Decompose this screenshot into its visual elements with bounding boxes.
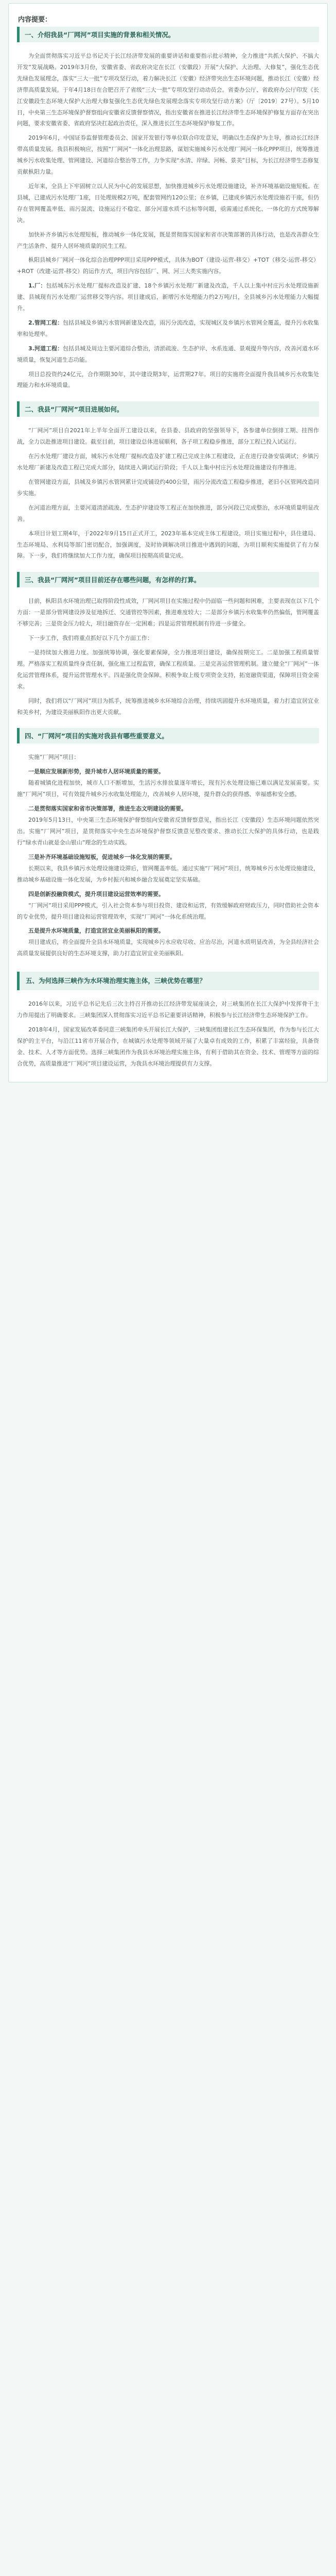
section-4-title: 四、“厂网河”项目的实施对我县有哪些重要意义。 — [25, 732, 168, 740]
summary-heading: 内容提要： — [18, 16, 52, 24]
section-4-point-heading: 四是创新投融资模式，提升项目建设运营效率的需要。 — [28, 890, 164, 897]
section-1-item-label: 2.管网工程： — [28, 319, 63, 326]
section-1-title: 一、介绍我县“厂网河”项目实施的背景和相关情况。 — [25, 31, 175, 39]
section-2-paragraph: “厂网河”项目自2021年上半年全面开工建设以来，在县委、县政府的坚强领导下，各参建单位倒排工期、挂图作战，全力以赴推进项目建设。截至目前，项目建设总体进展顺利，各子项工程稳步推进，部分工程已投入试运行。 — [17, 427, 319, 446]
section-1-paragraph: 枞阳县城乡厂网河一体化综合治理PPP项目采用PPP模式，具体为BOT（建设-运营-移交）+TOT（移交-运营-移交）+ROT（改建-运营-移交）的运作方式，项目内容包括厂、网、河三大类实施内容。 — [17, 257, 319, 275]
section-4-title-bar — [17, 728, 319, 743]
summary-box — [8, 3, 328, 1082]
section-2-paragraph: 在管网建设方面，县城及乡镇污水管网累计完成铺设约400公里，雨污分流改造工程稳步推进，老旧小区管网改造同步实施。 — [17, 479, 319, 497]
section-2-title: 二、我县“厂网河”项目进展如何。 — [25, 405, 123, 414]
section-1-item-text: 包括城东污水处理厂提标改造及扩建、18个乡镇污水处理厂新建及改造，千人以上集中村庄污水处理设施新建、县城现有污水处理厂运营移交等内容。项目建成后，新增污水处理能力约2万吨/日，全县城乡污水处理能力大幅提升。 — [17, 282, 319, 312]
section-1-paragraph: 为全面贯彻落实习近平总书记关于长江经济带发展的重要讲话和重要指示批示精神，全力推进“共抓大保护、不搞大开发”发展战略。2019年3月份，安徽省委、省政府决定在长江（安徽段）开展“大保护、大治理、大修复”，强化生态优先绿色发展理念，落实“三大一批”专项攻坚行动，着力解决长江（安徽）经济带突出生态环境问题，推动长江（安徽）经济带高质量发展。于年4月18日在合肥召开了省级“三大一批”专项攻坚行动动员会。省委办公厅、省政府办公厅印发《长江安徽段生态环境大保护大治理大修复强化生态优先绿色发展理念落实专项攻坚行动方案》（厅〔2019〕27号）。5月10日，中央第三生态环境保护督察组向安徽省反馈督察情况，指出安徽省在推进长江经济带生态环境保护修复方面存在突出问题，要求安徽省委、省政府坚决扛起政治责任，深入推进长江生态环境保护修复工作。 — [17, 53, 319, 127]
section-5-paragraph: 2018年4月，国家发展改革委同意三峡集团牵头开展长江大保护，三峡集团组建长江生态环保集团，作为参与长江大保护的主平台，与沿江11省市开展合作，在城镇污水处理等领域开展了大量卓有成效的工作，积累了丰富经验，具备资金、技术、人才等方面优势。选择三峡集团作为我县水环境治理实施主体，有利于借助其在资金、技术、管理等方面的综合优势，高质量推进“厂网河”项目建设运营，为我县水环境治理提供有力支撑。 — [17, 1026, 319, 1067]
section-4-point-text: 项目建成后，将全面提升全县水环境质量，实现城乡污水应收尽收、应治尽治，河道水质明显改善，为全县经济社会高质量发展提供良好的生态环境支撑，助力打造宜居宜业美丽枞阳。 — [17, 939, 319, 957]
section-4-point-text: “厂网河”项目采用PPP模式，引入社会资本参与项目投资、建设和运营，有效缓解政府财政压力，同时借助社会资本的专业优势，提升项目建设和运营管理效率，实现“厂网河”一体化系统治理。 — [17, 902, 319, 920]
section-3-paragraph: 一是持续加大推进力度。加强统筹协调，强化要素保障，全力推进项目建设，确保按期完工。二是加强工程质量管理。严格落实工程质量终身责任制，强化施工过程监管，确保工程质量。三是完善运营管理机制。建立健全“厂网河”一体化运营管理体系，提升运营管理水平。四是强化资金保障。积极争取上级专项资金支持，拓宽融资渠道，保障项目资金需求。 — [17, 649, 319, 690]
section-4-point-heading: 五是提升水环境质量，打造宜居宜业美丽枞阳的需要。 — [28, 927, 164, 935]
section-4-point-heading: 三是补齐环境基础设施短板，促进城乡一体化发展的需要。 — [28, 853, 175, 860]
section-3-title: 三、我县“厂网河”项目目前还存在哪些问题，有怎样的打算。 — [25, 576, 201, 584]
section-3-title-bar — [17, 572, 319, 587]
section-1-item-text: 包括县城及周边主要河道综合整治，清淤疏浚、生态护岸、水系连通、景观提升等内容，改善河道水环境质量，恢复河道生态功能。 — [17, 345, 319, 363]
section-1-closing: 项目总投资约24亿元，合作期限30年，其中建设期3年，运营期27年。项目的实施将全面提升我县城乡污水收集处理能力和水环境质量。 — [17, 370, 319, 389]
section-5-title-bar — [17, 972, 319, 990]
section-4-point-heading: 一是顺应发展新形势，提升城市人居环境质量的需要。 — [28, 768, 164, 775]
section-1-title-bar — [17, 27, 319, 42]
section-1-paragraph: 2019年6月，中国证券监督管理委员会、国家开发银行等单位联合印发意见，明确以生态保护为主导，推动长江经济带高质量发展。我县积极响应，按照“厂网河”一体化治理思路，谋划实施城乡污水处理厂网河一体化PPP项目，统筹推进城乡污水收集处理、管网建设、河道综合整治等工作，力争实现“水清、岸绿、河畅、景美”目标，为长江经济带生态修复贡献枞阳力量。 — [17, 134, 319, 176]
section-2-paragraph: 在污水处理厂建设方面，城东污水处理厂提标改造及扩建工程已完成主体工程建设，正在进行设备安装调试；乡镇污水处理厂新建及改造工程已完成大部分，陆续进入调试运行阶段；千人以上集中村庄污水处理设施建设有序推进。 — [17, 453, 319, 471]
section-1-item-label: 1.厂： — [28, 282, 46, 290]
section-4-intro: 实施“厂网河”项目： — [28, 754, 80, 761]
section-3-paragraph: 目前，枞阳县水环境治理已取得阶段性成效，厂网河项目在实施过程中仍面临一些问题和困难，主要表现在以下几个方面：一是部分管网建设涉及征地拆迁、交通管控等因素，推进难度较大；二是部分乡镇污水收集率仍然偏低，管网覆盖不够完善；三是资金压力较大，项目融资存在一定困难；四是运营管理机制有待进一步健全。 — [17, 598, 319, 628]
section-4-point-text: 长期以来，我县乡镇污水处理设施建设滞后，管网覆盖率低。通过实施“厂网河”项目，统筹城乡污水处理设施建设，推动城乡基础设施一体化发展，为乡村振兴和城乡融合发展奠定坚实基础。 — [17, 865, 319, 883]
section-4-point-text: 随着城镇化进程加快，城市人口不断增加，生活污水排放量逐年增长，现有污水处理设施已难以满足发展需要。实施“厂网河”项目，可有效提升城乡污水收集处理能力，改善城乡人居环境，提升群众的获得感、幸福感和安全感。 — [17, 779, 319, 798]
section-1-item-label: 3.河道工程： — [28, 345, 63, 352]
section-2-paragraph: 在河道治理方面，主要河道清淤疏浚、生态护岸建设等工程正在加快推进，部分河段已完成整治，水环境质量明显改善。 — [17, 504, 319, 522]
section-1-item — [17, 317, 319, 340]
section-2-title-bar — [17, 401, 319, 417]
section-4-point-text: 2019年5月13日，中央第三生态环境保护督察组向安徽省反馈督察意见，指出长江（安徽段）生态环境问题依然突出。实施“厂网河”项目，是贯彻落实中央生态环境保护督察反馈意见整改要求、推动长江大保护的具体行动，也是践行“绿水青山就是金山银山”理念的生动实践。 — [17, 817, 319, 846]
section-5-paragraph: 2016年以来，习近平总书记先后三次主持召开推动长江经济带发展座谈会，对三峡集团在长江大保护中发挥骨干主力作用提出了明确要求。三峡集团深入贯彻落实习近平总书记重要讲话精神，积极参与长江经济带生态环境保护工作。 — [17, 1001, 319, 1019]
section-3-paragraph: 同时，我们将以“厂网河”项目为抓手，统筹推进城乡水环境综合治理，持续巩固提升水环境质量，着力打造宜居宜业和美乡村，为建设美丽枞阳作出更大贡献。 — [17, 697, 319, 716]
section-4-point-heading: 二是贯彻落实国家和省市决策部署，推进生态文明建设的需要。 — [28, 805, 187, 812]
section-5-title: 五、为何选择三峡作为水环境治理实施主体，三峡优势在哪里？ — [26, 977, 206, 985]
section-1-item — [17, 280, 319, 314]
section-2-paragraph: 本项目计划工期4年，于2022年9月15日正式开工，2023年基本完成主体工程建设。项目实施过程中，县住建局、生态环境局、水利局等部门密切配合，加强调度，及时协调解决项目推进中遇到的问题，为项目顺利实施提供了有力保障。下一步，我们将继续加大工作力度，确保项目按期高质量完成。 — [17, 530, 319, 560]
section-1-item — [17, 343, 319, 366]
section-1-item-text: 包括县城及乡镇污水管网新建及改造，雨污分流改造，实现城区及乡镇污水管网全覆盖，提升污水收集率和处理率。 — [17, 319, 319, 337]
section-1-paragraph: 加快补齐乡镇污水处理短板，推动城乡一体化发展，既是贯彻落实国家和省市决策部署的具体行动，也是改善群众生产生活条件、提升人居环境质量的民生工程。 — [17, 231, 319, 249]
section-1-paragraph: 近年来，全县上下牢固树立以人民为中心的发展思想，加快推进城乡污水处理设施建设，补齐环境基础设施短板。在县城，已建成污水处理厂1座，日处理规模2万吨，配套管网约120公里；在乡镇，已建成乡镇污水处理设施若干座，但仍存在管网覆盖率低、雨污混流、设施运行不稳定、部分河道水质不达标等问题，亟需通过系统化、一体化的方式统筹解决。 — [17, 182, 319, 224]
section-3-paragraph: 下一步工作，我们将重点抓好以下几个方面工作： — [28, 635, 153, 642]
